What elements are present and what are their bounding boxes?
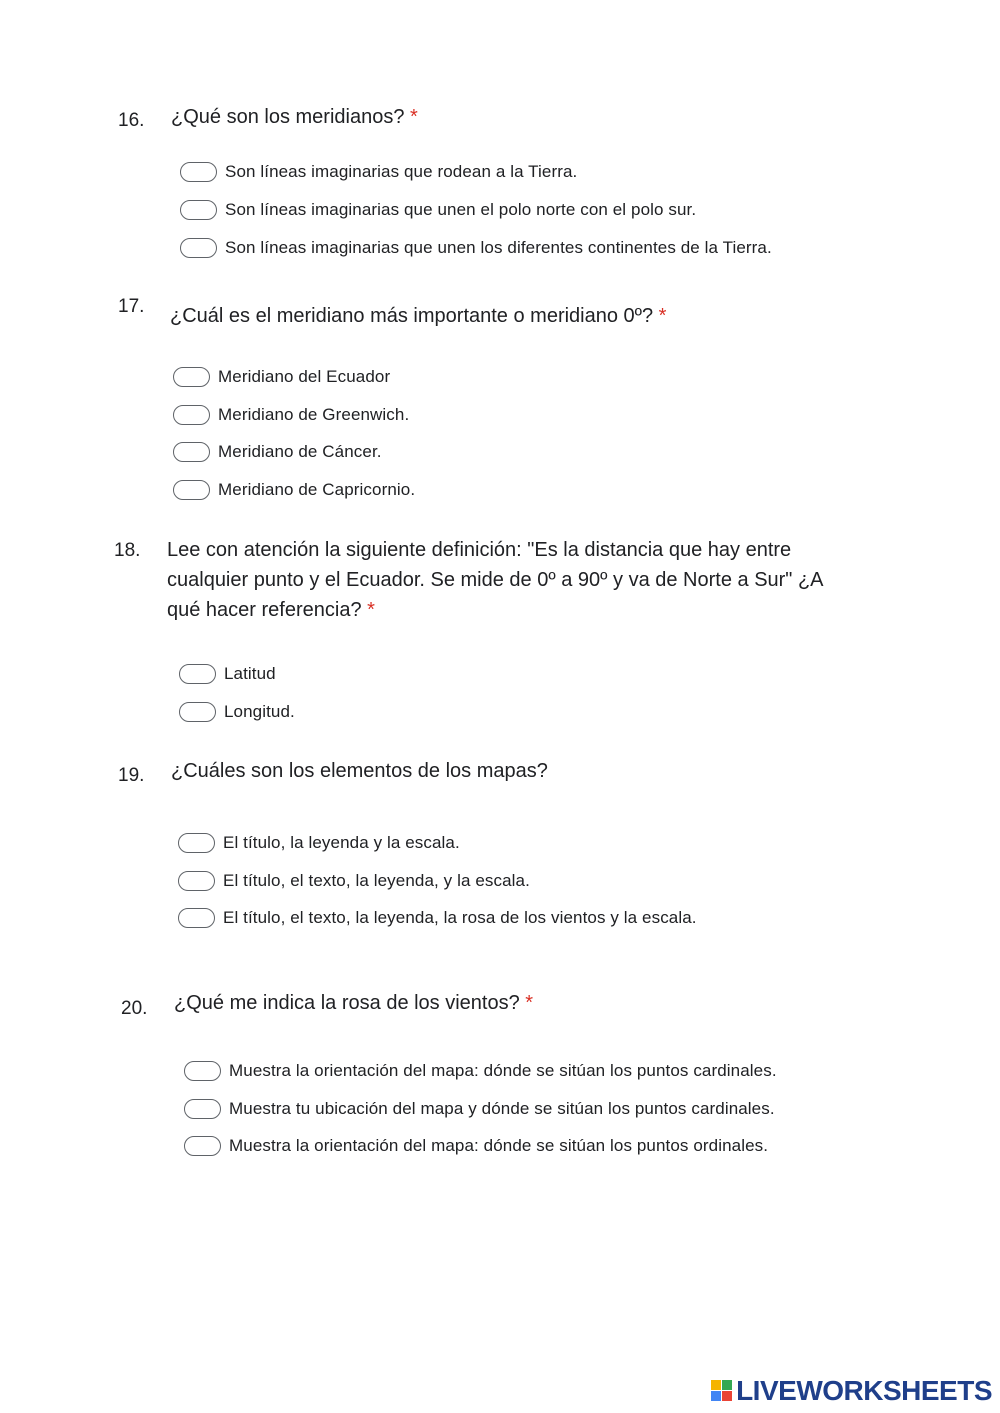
logo-square xyxy=(711,1380,721,1390)
question-text: ¿Cuál es el meridiano más importante o meridiano 0º? * xyxy=(170,305,667,327)
question-text: Lee con atención la siguiente definición: "Es la distancia que hay entre cualquier punto y el Ecuador. Se mide de 0º a 90º y va de Norte a Sur" ¿A qué hacer referencia? * xyxy=(167,539,823,621)
option-label: El título, la leyenda y la escala. xyxy=(223,833,460,852)
liveworksheets-logo xyxy=(711,1375,992,1407)
required-asterisk: * xyxy=(525,992,534,1014)
brand-name: LIVEWORKSHEETS xyxy=(736,1375,992,1406)
required-asterisk: * xyxy=(410,106,418,128)
option-radio-row[interactable] xyxy=(179,661,276,687)
option-label: El título, el texto, la leyenda, y la escala. xyxy=(223,871,530,890)
logo-square xyxy=(711,1391,721,1401)
option-radio-row[interactable] xyxy=(178,830,460,856)
option-label: El título, el texto, la leyenda, la rosa de los vientos y la escala. xyxy=(223,908,697,927)
radio-button[interactable] xyxy=(173,442,210,462)
question-text: ¿Cuáles son los elementos de los mapas? xyxy=(171,760,548,782)
radio-button[interactable] xyxy=(184,1136,221,1156)
option-radio-row[interactable] xyxy=(178,905,697,931)
radio-button[interactable] xyxy=(184,1061,221,1081)
liveworksheets-logo-icon xyxy=(711,1380,733,1402)
option-radio-row[interactable] xyxy=(184,1133,768,1159)
option-label: Son líneas imaginarias que unen los diferentes continentes de la Tierra. xyxy=(225,238,772,257)
option-label: Meridiano de Greenwich. xyxy=(218,405,410,424)
radio-button[interactable] xyxy=(180,200,217,220)
radio-button[interactable] xyxy=(173,480,210,500)
question-number: 19. xyxy=(118,765,145,786)
option-radio-row[interactable] xyxy=(173,439,382,465)
radio-button[interactable] xyxy=(178,908,215,928)
option-radio-row[interactable] xyxy=(180,159,577,185)
option-label: Muestra la orientación del mapa: dónde se sitúan los puntos ordinales. xyxy=(229,1136,769,1155)
option-radio-row[interactable] xyxy=(184,1058,777,1084)
radio-button[interactable] xyxy=(184,1099,221,1119)
option-label: Meridiano del Ecuador xyxy=(218,367,391,386)
option-label: Longitud. xyxy=(224,702,295,721)
question-number: 20. xyxy=(121,998,148,1019)
radio-button[interactable] xyxy=(179,664,216,684)
option-label: Son líneas imaginarias que rodean a la Tierra. xyxy=(225,162,578,181)
required-asterisk: * xyxy=(658,305,667,327)
radio-button[interactable] xyxy=(180,162,217,182)
question-number: 18. xyxy=(114,540,141,561)
option-label: Muestra la orientación del mapa: dónde se sitúan los puntos cardinales. xyxy=(229,1061,777,1080)
radio-button[interactable] xyxy=(173,405,210,425)
option-label: Muestra tu ubicación del mapa y dónde se sitúan los puntos cardinales. xyxy=(229,1099,775,1118)
option-label: Son líneas imaginarias que unen el polo norte con el polo sur. xyxy=(225,200,697,219)
option-radio-row[interactable] xyxy=(180,235,772,261)
logo-square xyxy=(722,1380,732,1390)
option-radio-row[interactable] xyxy=(179,699,295,725)
radio-button[interactable] xyxy=(173,367,210,387)
option-radio-row[interactable] xyxy=(180,197,696,223)
logo-square xyxy=(722,1391,732,1401)
option-label: Meridiano de Cáncer. xyxy=(218,442,382,461)
question-number: 17. xyxy=(118,296,145,317)
question-text: ¿Qué son los meridianos? * xyxy=(171,106,418,128)
option-radio-row[interactable] xyxy=(173,402,409,428)
required-asterisk: * xyxy=(367,599,375,621)
option-radio-row[interactable] xyxy=(173,477,415,503)
option-label: Meridiano de Capricornio. xyxy=(218,480,416,499)
radio-button[interactable] xyxy=(179,702,216,722)
radio-button[interactable] xyxy=(178,871,215,891)
option-radio-row[interactable] xyxy=(178,868,530,894)
question-number: 16. xyxy=(118,110,145,131)
option-radio-row[interactable] xyxy=(173,364,390,390)
option-radio-row[interactable] xyxy=(184,1096,775,1122)
option-label: Latitud xyxy=(224,664,276,683)
radio-button[interactable] xyxy=(178,833,215,853)
radio-button[interactable] xyxy=(180,238,217,258)
question-text: ¿Qué me indica la rosa de los vientos? * xyxy=(174,992,534,1014)
